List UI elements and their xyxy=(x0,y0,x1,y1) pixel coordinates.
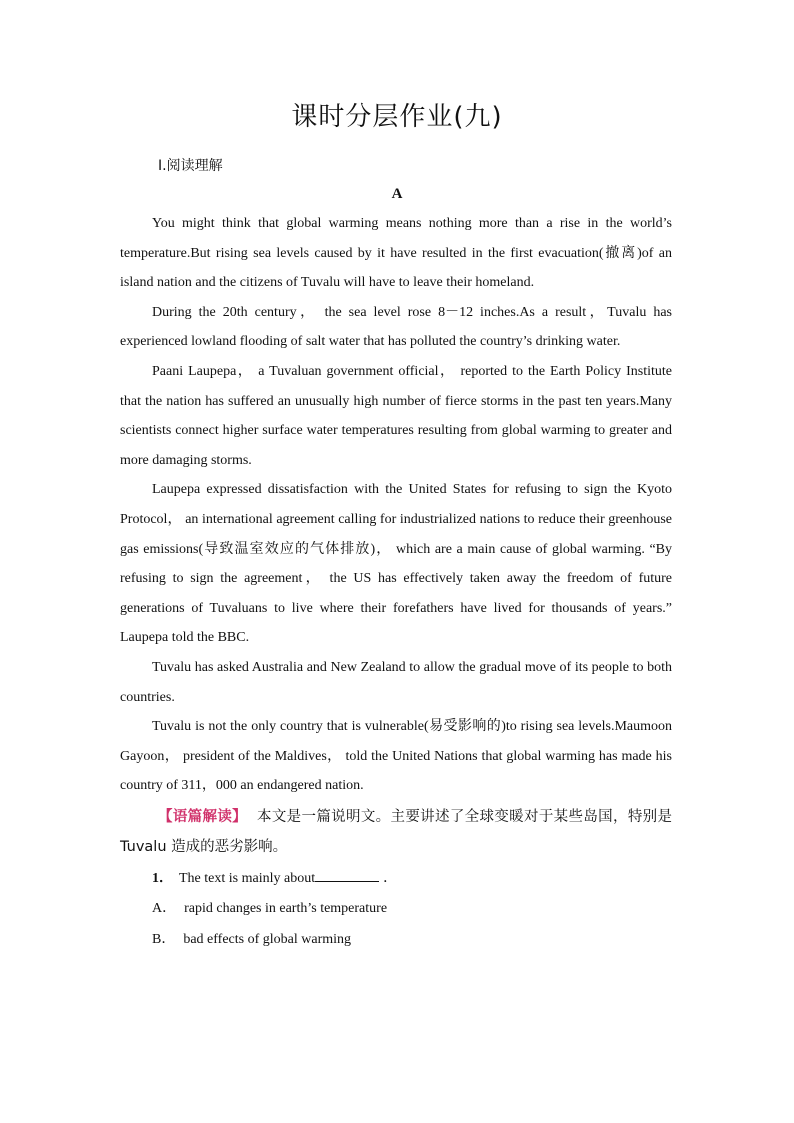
paragraph-5: Tuvalu has asked Australia and New Zealand to allow the gradual move of its people to both countries. xyxy=(120,659,672,705)
passage-label: A xyxy=(391,186,403,202)
interpretation-tag: 【语篇解读】 xyxy=(158,808,247,825)
option-text: bad effects of global warming xyxy=(183,931,352,947)
paragraph-2: During the 20th century， the sea level rose 8－12 inches.As a result，Tuvalu has experienced lowland flooding of salt water that has polluted the country’s drinking water. xyxy=(120,304,672,350)
option-b xyxy=(152,925,672,956)
paragraph-6: Tuvalu is not the only country that is vulnerable(易受影响的)to rising sea levels.Maumoon Gayoon， president of the Maldives， told the United Nations that global warming has made his country of 311，000 an endangered nation. xyxy=(120,719,672,794)
passage-interpretation xyxy=(120,802,672,862)
option-letter: A． xyxy=(152,901,177,917)
interpretation-text: 本文是一篇说明文。主要讲述了全球变暖对于某些岛国，特别是 Tuvalu 造成的恶劣影响。 xyxy=(120,808,672,855)
question-stem-end: ． xyxy=(383,870,398,886)
page-title: 课时分层作业(九) xyxy=(291,102,503,132)
option-a xyxy=(152,894,672,925)
paragraph-1: You might think that global warming means nothing more than a rise in the world’s temperature.But rising sea levels caused by it have resulted in the first evacuation(撤离)of an island nation and the citizens of Tuvalu will have to leave their homeland. xyxy=(120,216,672,291)
question-number: 1． xyxy=(152,870,173,886)
option-text: rapid changes in earth’s temperature xyxy=(184,901,388,917)
passage-body xyxy=(120,209,672,955)
paragraph-4: Laupepa expressed dissatisfaction with the United States for refusing to sign the Kyoto Protocol， an international agreement calling for industrialized nations to reduce their greenhouse gas emissions(导致温室效应的气体排放)， which are a main cause of global warming. “By refusing to sign the agreement， the US has effectively taken away the freedom of future generations of Tuvaluans to live where their forefathers have lived for thousands of years.” Laupepa told the BBC. xyxy=(120,482,672,646)
question-stem xyxy=(152,864,672,895)
question-stem-text: The text is mainly about xyxy=(179,870,316,886)
option-letter: B． xyxy=(152,931,176,947)
section-heading: Ⅰ.阅读理解 xyxy=(158,158,223,174)
paragraph-3: Paani Laupepa， a Tuvaluan government official， reported to the Earth Policy Institute that the nation has suffered an unusually high number of fierce storms in the past ten years.Many scientists connect higher surface water temperatures resulting from global warming to greater and more damaging storms. xyxy=(120,363,672,468)
question-1 xyxy=(120,864,672,956)
answer-blank xyxy=(315,867,379,882)
